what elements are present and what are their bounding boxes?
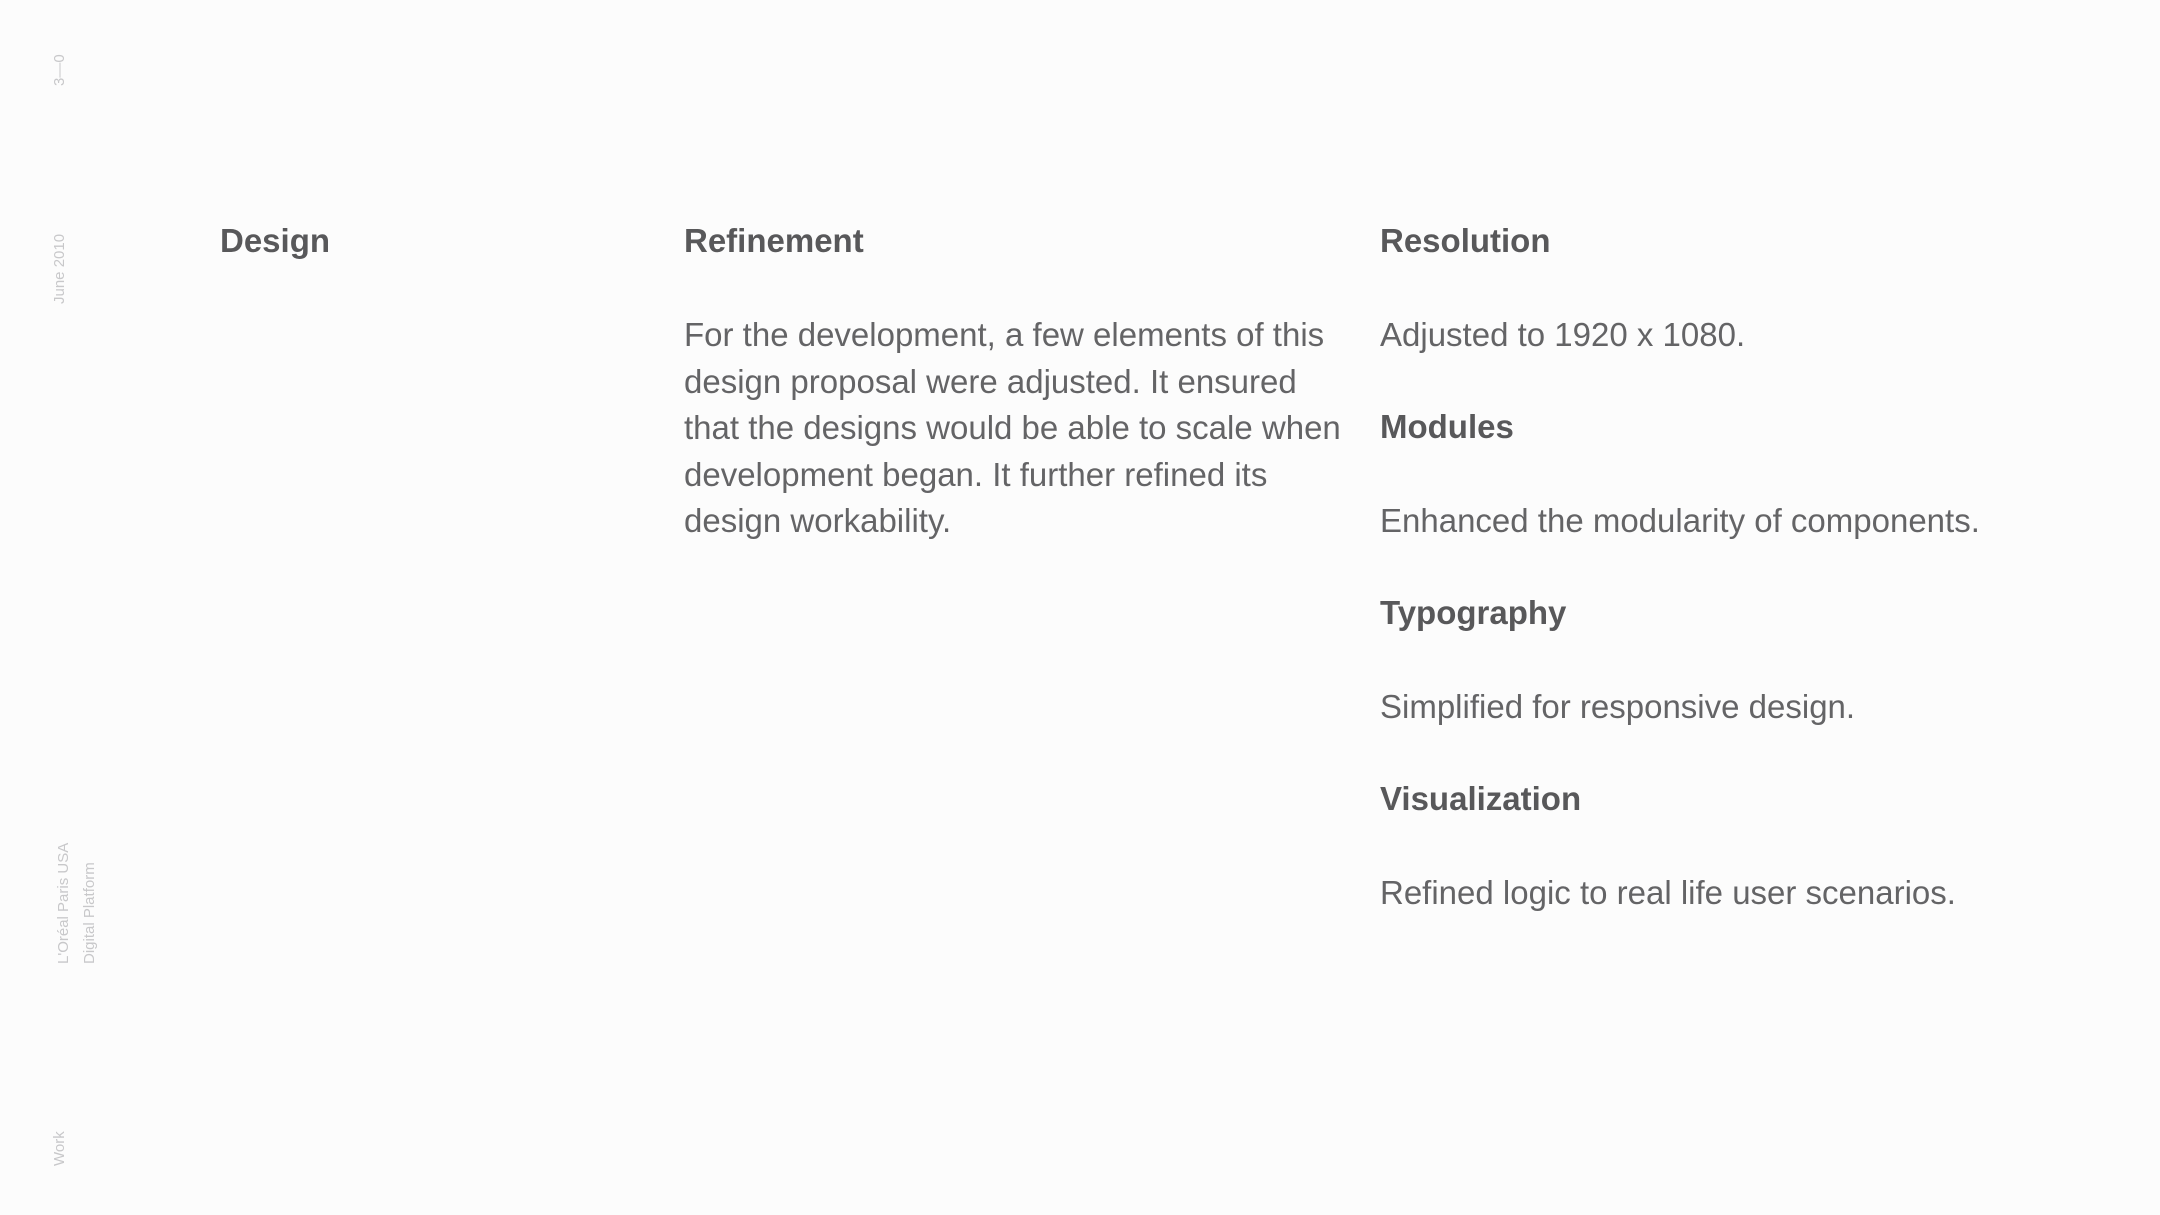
project-name: L'Oréal Paris USA: [55, 842, 72, 964]
typography-text: Simplified for responsive design.: [1380, 688, 1856, 725]
section-label: Work: [51, 1131, 68, 1166]
page-number: 3—0: [51, 54, 68, 86]
refinement-description: For the development, a few elements of this design proposal were adjusted. It ensured that the designs would be able to scale when development began. It further refined its design workability.: [684, 316, 1341, 539]
typography-heading: Typography: [1380, 594, 1567, 631]
resolution-heading: Resolution: [1380, 222, 1551, 259]
modules-text: Enhanced the modularity of components.: [1380, 502, 1980, 539]
project-label: [51, 843, 103, 964]
project-subtitle: Digital Platform: [81, 862, 98, 964]
design-heading: Design: [220, 222, 331, 259]
modules-heading: Modules: [1380, 408, 1514, 445]
refinement-heading: Refinement: [684, 222, 864, 259]
visualization-text: Refined logic to real life user scenarios.: [1380, 874, 1956, 911]
resolution-text: Adjusted to 1920 x 1080.: [1380, 316, 1746, 353]
visualization-heading: Visualization: [1380, 780, 1582, 817]
date-label: June 2010: [51, 233, 68, 304]
